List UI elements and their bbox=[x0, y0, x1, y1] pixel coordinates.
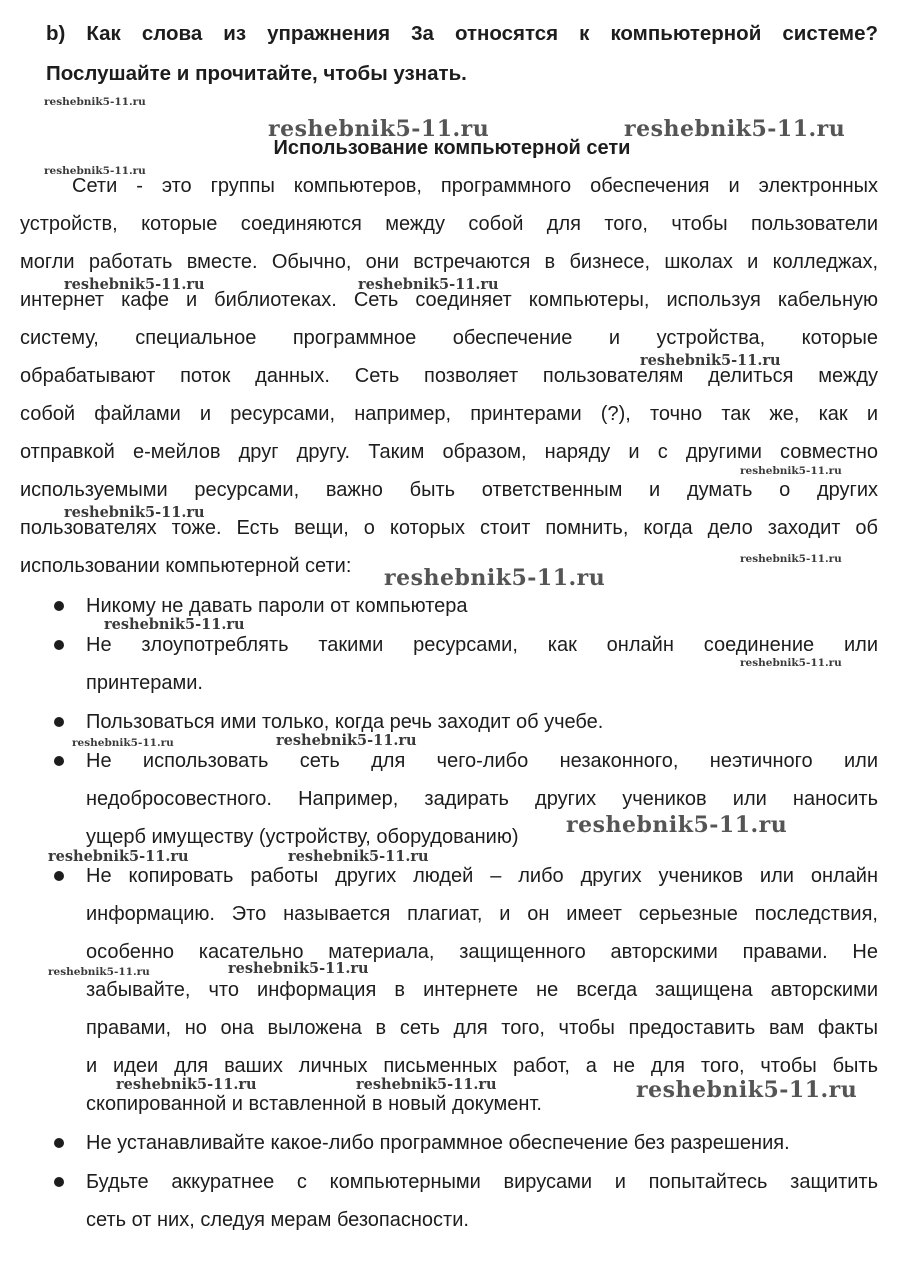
watermark: reshebnik5-11.ru bbox=[384, 565, 606, 591]
bullet-item-line: Будьте аккуратнее с компьютерными вирусами и попытайтесь защитить bbox=[86, 1171, 878, 1193]
paragraph-line: обрабатывают поток данных. Сеть позволяет пользователям делиться между bbox=[20, 365, 878, 387]
watermark: reshebnik5-11.ru bbox=[740, 465, 842, 477]
paragraph-line: использовании компьютерной сети: bbox=[20, 555, 352, 577]
bullet-item-line: забывайте, что информация в интернете не всегда защищена авторскими bbox=[86, 979, 878, 1001]
bullet-item-line: Не копировать работы других людей – либо других учеников или онлайн bbox=[86, 865, 878, 887]
watermark: reshebnik5-11.ru bbox=[116, 1076, 257, 1093]
paragraph-line: устройств, которые соединяются между собой для того, чтобы пользователи bbox=[20, 213, 878, 235]
watermark: reshebnik5-11.ru bbox=[566, 812, 788, 838]
paragraph-line: отправкой е-мейлов друг другу. Таким образом, наряду и с другими совместно bbox=[20, 441, 878, 463]
bullet-icon bbox=[54, 717, 64, 727]
watermark: reshebnik5-11.ru bbox=[64, 276, 205, 293]
bullet-item-line: Никому не давать пароли от компьютера bbox=[86, 595, 468, 617]
paragraph-line: систему, специальное программное обеспечение и устройства, которые bbox=[20, 327, 878, 349]
watermark: reshebnik5-11.ru bbox=[356, 1076, 497, 1093]
bullet-icon bbox=[54, 756, 64, 766]
bullet-icon bbox=[54, 601, 64, 611]
paragraph-line: собой файлами и ресурсами, например, принтерами (?), точно так же, как и bbox=[20, 403, 878, 425]
watermark: reshebnik5-11.ru bbox=[44, 96, 146, 108]
bullet-item-line: Не использовать сеть для чего-либо незаконного, неэтичного или bbox=[86, 750, 878, 772]
watermark: reshebnik5-11.ru bbox=[740, 657, 842, 669]
watermark: reshebnik5-11.ru bbox=[48, 966, 150, 978]
watermark: reshebnik5-11.ru bbox=[624, 116, 846, 142]
watermark: reshebnik5-11.ru bbox=[72, 737, 174, 749]
watermark: reshebnik5-11.ru bbox=[44, 165, 146, 177]
watermark: reshebnik5-11.ru bbox=[636, 1077, 858, 1103]
paragraph-line: пользователях тоже. Есть вещи, о которых стоит помнить, когда дело заходит об bbox=[20, 517, 878, 539]
watermark: reshebnik5-11.ru bbox=[276, 732, 417, 749]
paragraph-line: могли работать вместе. Обычно, они встречаются в бизнесе, школах и колледжах, bbox=[20, 251, 878, 273]
bullet-item-line: Пользоваться ими только, когда речь заходит об учебе. bbox=[86, 711, 604, 733]
watermark: reshebnik5-11.ru bbox=[48, 848, 189, 865]
bullet-item-line: недобросовестного. Например, задирать других учеников или наносить bbox=[86, 788, 878, 810]
bullet-item-line: принтерами. bbox=[86, 672, 203, 694]
watermark: reshebnik5-11.ru bbox=[740, 553, 842, 565]
bullet-icon bbox=[54, 871, 64, 881]
bullet-item-line: скопированной и вставленной в новый документ. bbox=[86, 1093, 542, 1115]
bullet-icon bbox=[54, 1138, 64, 1148]
text-title: Использование компьютерной сети bbox=[273, 137, 631, 159]
exercise-question-line-2: Послушайте и прочитайте, чтобы узнать. bbox=[46, 62, 467, 85]
exercise-question-line-1: b) Как слова из упражнения 3a относятся к компьютерной системе? bbox=[46, 22, 878, 45]
paragraph-line: используемыми ресурсами, важно быть ответственным и думать о других bbox=[20, 479, 878, 501]
bullet-item-line: правами, но она выложена в сеть для того, чтобы предоставить вам факты bbox=[86, 1017, 878, 1039]
bullet-item-line: и идеи для ваших личных письменных работ, а не для того, чтобы быть bbox=[86, 1055, 878, 1077]
watermark: reshebnik5-11.ru bbox=[104, 616, 245, 633]
watermark: reshebnik5-11.ru bbox=[228, 960, 369, 977]
paragraph-line: Сети - это группы компьютеров, программного обеспечения и электронных bbox=[72, 175, 878, 197]
bullet-item-line: Не устанавливайте какое-либо программное обеспечение без разрешения. bbox=[86, 1132, 790, 1154]
watermark: reshebnik5-11.ru bbox=[268, 116, 490, 142]
bullet-item-line: особенно касательно материала, защищенного авторскими правами. Не bbox=[86, 941, 878, 963]
bullet-icon bbox=[54, 1177, 64, 1187]
watermark: reshebnik5-11.ru bbox=[640, 352, 781, 369]
paragraph-line: интернет кафе и библиотеках. Сеть соединяет компьютеры, используя кабельную bbox=[20, 289, 878, 311]
watermark: reshebnik5-11.ru bbox=[64, 504, 205, 521]
bullet-item-line: сеть от них, следуя мерам безопасности. bbox=[86, 1209, 469, 1231]
bullet-item-line: ущерб имуществу (устройству, оборудованию) bbox=[86, 826, 519, 848]
bullet-item-line: Не злоупотреблять такими ресурсами, как онлайн соединение или bbox=[86, 634, 878, 656]
watermark: reshebnik5-11.ru bbox=[288, 848, 429, 865]
bullet-item-line: информацию. Это называется плагиат, и он имеет серьезные последствия, bbox=[86, 903, 878, 925]
watermark: reshebnik5-11.ru bbox=[358, 276, 499, 293]
bullet-icon bbox=[54, 640, 64, 650]
